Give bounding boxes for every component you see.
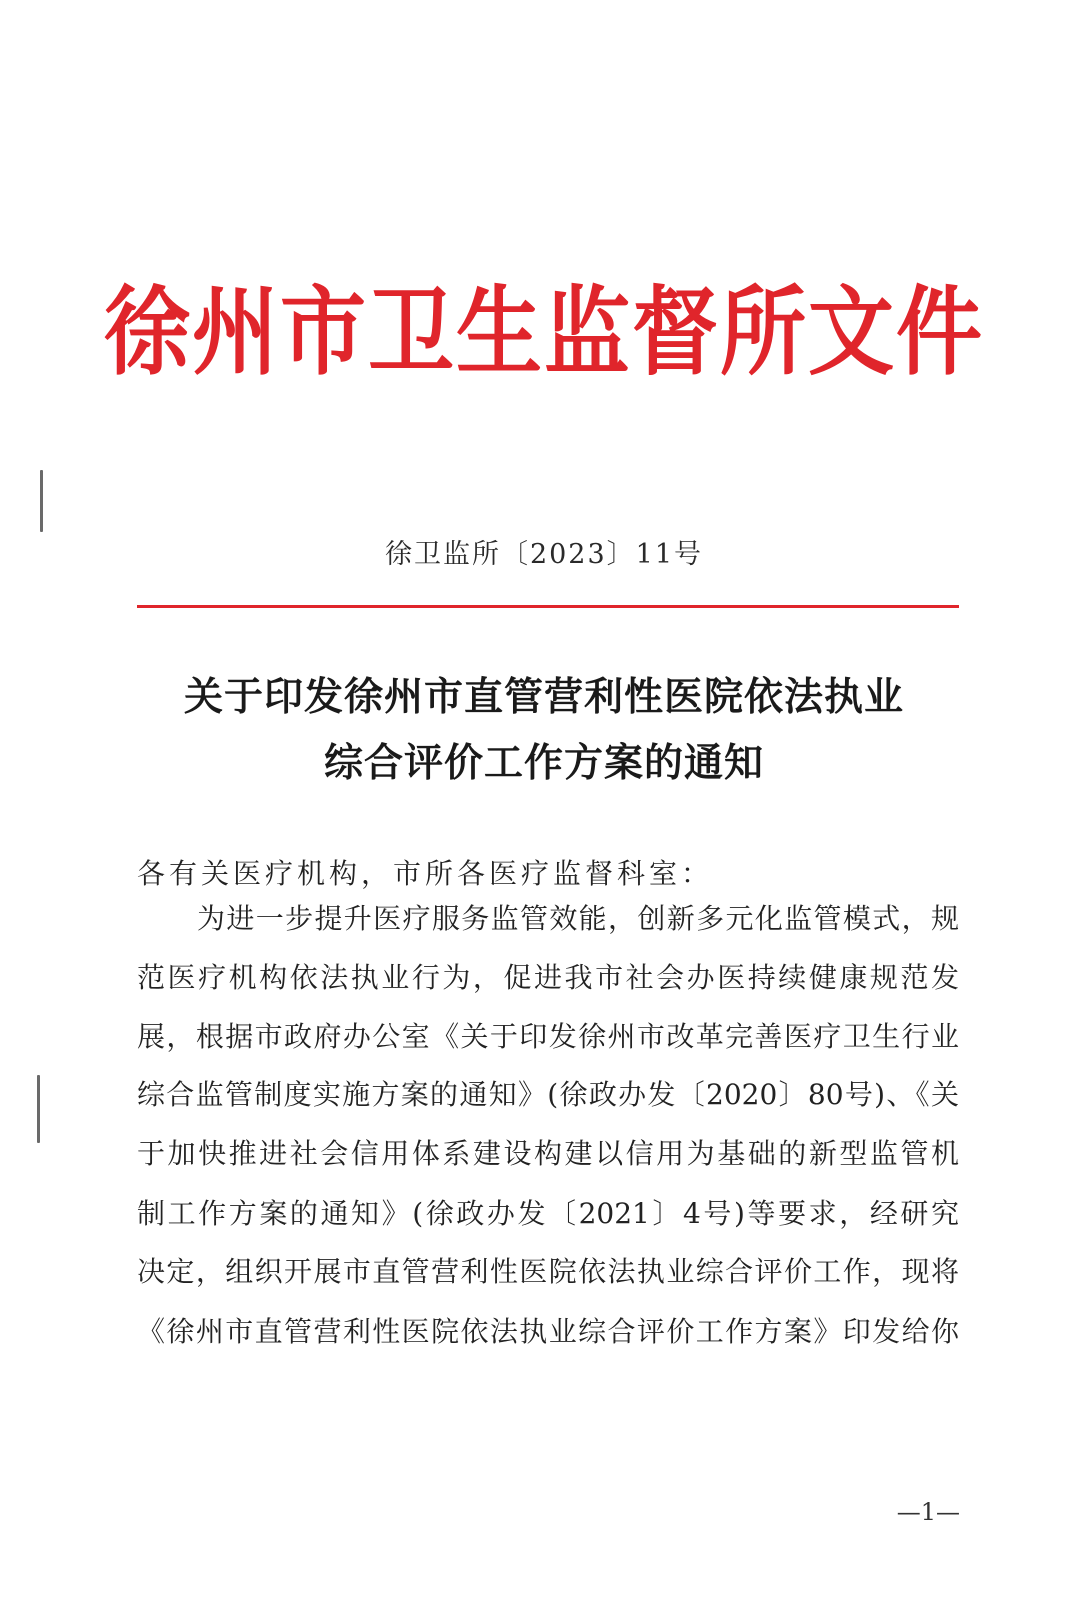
body-line: 于加快推进社会信用体系建设构建以信用为基础的新型监管机	[137, 1137, 959, 1170]
body-line: 决定，组织开展市直管营利性医院依法执业综合评价工作，现将	[137, 1255, 959, 1288]
binding-mark-bottom	[37, 1075, 40, 1143]
document-masthead: 徐州市卫生监督所文件	[104, 275, 984, 389]
body-line: 制工作方案的通知》(徐政办发〔2021〕4号)等要求，经研究	[137, 1197, 959, 1230]
red-divider-line	[137, 605, 959, 608]
body-line: 综合监管制度实施方案的通知》(徐政办发〔2020〕80号)、《关	[137, 1078, 959, 1111]
document-title-line-1: 关于印发徐州市直管营利性医院依法执业	[183, 674, 904, 720]
page-number: —1—	[896, 1498, 960, 1526]
body-line: 为进一步提升医疗服务监管效能，创新多元化监管模式，规	[197, 902, 959, 935]
body-line: 范医疗机构依法执业行为，促进我市社会办医持续健康规范发	[137, 961, 959, 994]
body-line: 《徐州市直管营利性医院依法执业综合评价工作方案》印发给你	[137, 1315, 959, 1348]
document-title-line-2: 综合评价工作方案的通知	[323, 740, 764, 786]
body-line: 展，根据市政府办公室《关于印发徐州市改革完善医疗卫生行业	[137, 1020, 959, 1053]
salutation: 各有关医疗机构，市所各医疗监督科室：	[137, 857, 714, 890]
binding-mark-top	[40, 470, 43, 532]
document-number: 徐卫监所〔2023〕11号	[384, 539, 704, 570]
